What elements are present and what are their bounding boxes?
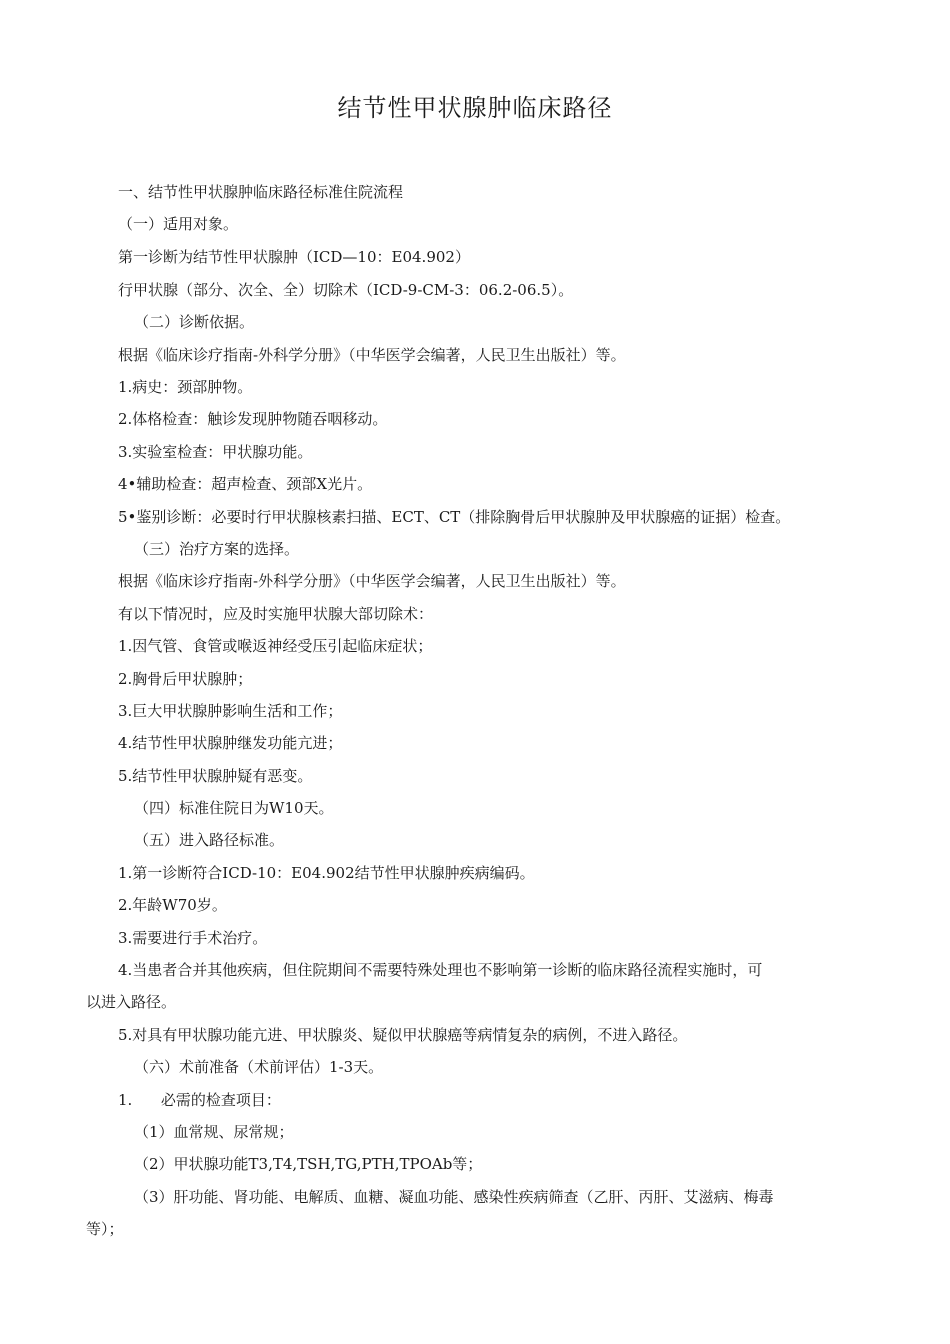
list-item: 4.当患者合并其他疾病，但住院期间不需要特殊处理也不影响第一诊断的临床路径流程实施时，可 <box>118 961 763 979</box>
list-item: （2）甲状腺功能T3,T4,TSH,TG,PTH,TPOAb等； <box>134 1155 483 1173</box>
list-item: 1. 必需的检查项目： <box>118 1091 281 1109</box>
list-item: 3.巨大甲状腺肿影响生活和工作； <box>118 702 343 720</box>
list-item: 2.年龄W70岁。 <box>118 896 227 914</box>
paragraph-line: 根据《临床诊疗指南-外科学分册》（中华医学会编著，人民卫生出版社）等。 <box>118 346 626 364</box>
section-heading: 一、结节性甲状腺肿临床路径标准住院流程 <box>118 183 404 201</box>
list-item-continuation: 等）； <box>86 1220 124 1238</box>
paragraph-line: 根据《临床诊疗指南-外科学分册》（中华医学会编著，人民卫生出版社）等。 <box>118 572 626 590</box>
page-title: 结节性甲状腺肿临床路径 <box>337 94 613 122</box>
paragraph-line: 行甲状腺（部分、次全、全）切除术（ICD-9-CM-3：06.2-06.5）。 <box>118 281 574 299</box>
list-item: 1.病史：颈部肿物。 <box>118 378 253 396</box>
subsection-heading: （三）治疗方案的选择。 <box>134 540 300 558</box>
list-item: 5•鉴别诊断：必要时行甲状腺核素扫描、ECT、CT（排除胸骨后甲状腺肿及甲状腺癌的证据）检查。 <box>118 508 791 526</box>
subsection-heading: （一）适用对象。 <box>118 215 239 233</box>
list-item: 4.结节性甲状腺肿继发功能亢进； <box>118 734 343 752</box>
list-item: （1）血常规、尿常规； <box>134 1123 294 1141</box>
subsection-heading: （二）诊断依据。 <box>134 313 255 331</box>
list-item: 5.对具有甲状腺功能亢进、甲状腺炎、疑似甲状腺癌等病情复杂的病例，不进入路径。 <box>118 1026 688 1044</box>
list-item: 1.因气管、食管或喉返神经受压引起临床症状； <box>118 637 433 655</box>
list-item: 2.胸骨后甲状腺肿； <box>118 670 253 688</box>
list-item: 2.体格检查：触诊发现肿物随吞咽移动。 <box>118 410 388 428</box>
list-item-continuation: 以进入路径。 <box>86 993 177 1011</box>
subsection-heading: （六）术前准备（术前评估）1-3天。 <box>134 1058 384 1076</box>
subsection-heading: （四）标准住院日为W10天。 <box>134 799 334 817</box>
list-item: 1.第一诊断符合ICD-10：E04.902结节性甲状腺肿疾病编码。 <box>118 864 535 882</box>
list-item: 3.需要进行手术治疗。 <box>118 929 268 947</box>
list-item: 4•辅助检查：超声检查、颈部X光片。 <box>118 475 373 493</box>
paragraph-line: 有以下情况时，应及时实施甲状腺大部切除术： <box>118 605 434 623</box>
subsection-heading: （五）进入路径标准。 <box>134 831 285 849</box>
list-item: 5.结节性甲状腺肿疑有恶变。 <box>118 767 313 785</box>
paragraph-line: 第一诊断为结节性甲状腺肿（ICD—10：E04.902） <box>118 248 470 266</box>
list-item: （3）肝功能、肾功能、电解质、血糖、凝血功能、感染性疾病筛查（乙肝、丙肝、艾滋病、梅毒 <box>134 1188 774 1206</box>
list-item: 3.实验室检查：甲状腺功能。 <box>118 443 313 461</box>
